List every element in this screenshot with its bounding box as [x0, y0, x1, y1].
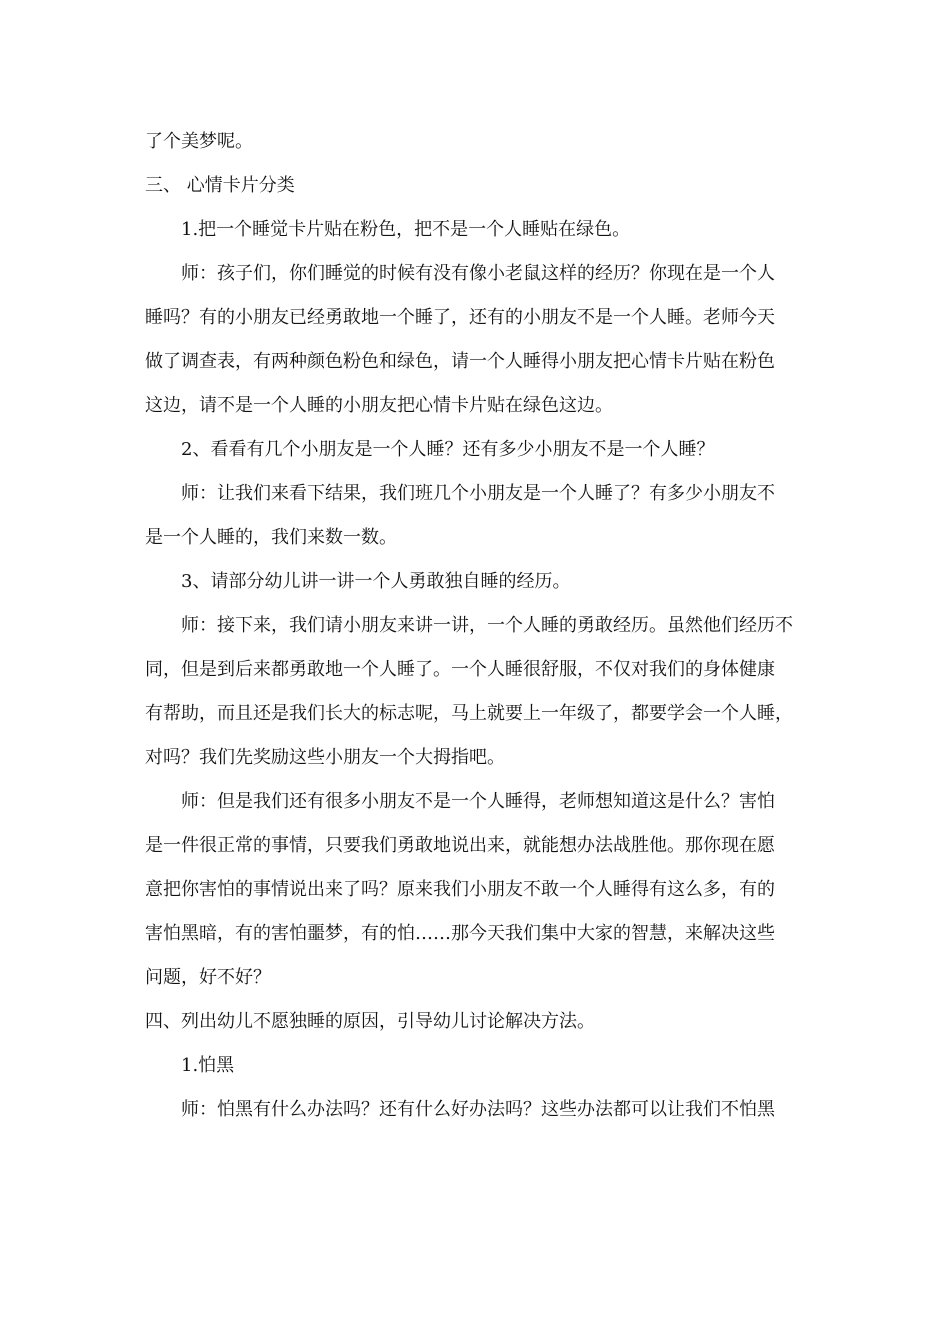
section-heading: 四、列出幼儿不愿独睡的原因，引导幼儿讨论解决方法。	[145, 1011, 595, 1032]
section-heading: 三、 心情卡片分类	[145, 175, 295, 196]
text-line: 有帮助，而且还是我们长大的标志呢，马上就要上一年级了，都要学会一个人睡，	[145, 703, 793, 724]
text-line: 师：孩子们，你们睡觉的时候有没有像小老鼠这样的经历？你现在是一个人	[181, 263, 775, 284]
text-line: 做了调查表，有两种颜色粉色和绿色，请一个人睡得小朋友把心情卡片贴在粉色	[145, 351, 775, 372]
text-line: 师：怕黑有什么办法吗？还有什么好办法吗？这些办法都可以让我们不怕黑	[181, 1099, 775, 1120]
text-line: 对吗？我们先奖励这些小朋友一个大拇指吧。	[145, 747, 505, 768]
text-line: 意把你害怕的事情说出来了吗？原来我们小朋友不敢一个人睡得有这么多，有的	[145, 879, 775, 900]
text-line: 这边，请不是一个人睡的小朋友把心情卡片贴在绿色这边。	[145, 395, 613, 416]
list-item: 2、看看有几个小朋友是一个人睡？还有多少小朋友不是一个人睡？	[181, 439, 715, 460]
text-line: 师：让我们来看下结果，我们班几个小朋友是一个人睡了？有多少小朋友不	[181, 483, 775, 504]
list-item: 1.怕黑	[181, 1055, 235, 1076]
text-line: 了个美梦呢。	[145, 131, 253, 152]
list-item: 3、请部分幼儿讲一讲一个人勇敢独自睡的经历。	[181, 571, 571, 592]
text-line: 睡吗？有的小朋友已经勇敢地一个睡了，还有的小朋友不是一个人睡。老师今天	[145, 307, 775, 328]
text-line: 问题，好不好？	[145, 967, 271, 988]
text-line: 是一个人睡的，我们来数一数。	[145, 527, 397, 548]
text-line: 师：但是我们还有很多小朋友不是一个人睡得，老师想知道这是什么？害怕	[181, 791, 775, 812]
text-line: 害怕黑暗，有的害怕噩梦，有的怕……那今天我们集中大家的智慧，来解决这些	[145, 923, 775, 944]
text-line: 是一件很正常的事情，只要我们勇敢地说出来，就能想办法战胜他。那你现在愿	[145, 835, 775, 856]
list-item: 1.把一个睡觉卡片贴在粉色，把不是一个人睡贴在绿色。	[181, 219, 631, 240]
text-line: 同，但是到后来都勇敢地一个人睡了。一个人睡很舒服，不仅对我们的身体健康	[145, 659, 775, 680]
text-line: 师：接下来，我们请小朋友来讲一讲，一个人睡的勇敢经历。虽然他们经历不	[181, 615, 793, 636]
